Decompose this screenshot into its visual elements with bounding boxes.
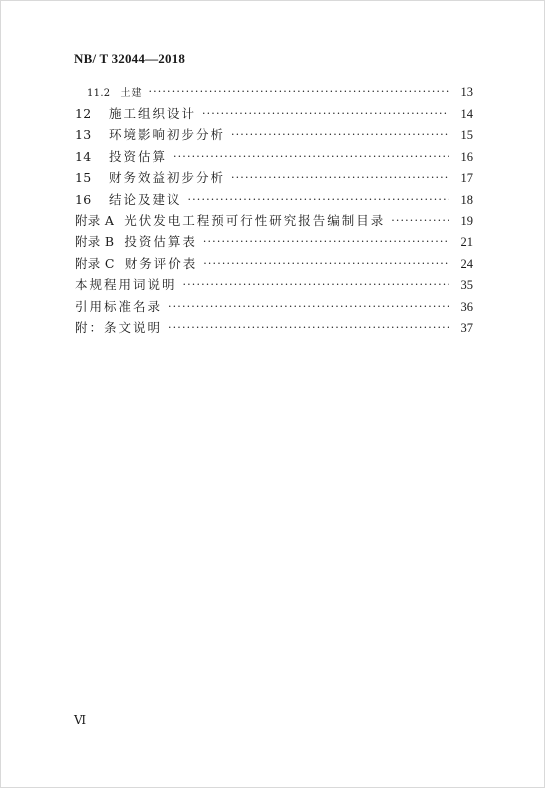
toc-entry-title: 光伏发电工程预可行性研究报告编制目录 [124,212,386,228]
toc-entry[interactable] [75,297,473,318]
toc-entry-page: 19 [460,213,473,228]
toc-entry-number: 13 [75,127,92,143]
toc-entry[interactable] [75,275,473,296]
toc-entry[interactable] [75,190,473,211]
toc-leader-dots [202,106,449,119]
toc-entry[interactable] [75,125,473,146]
toc-entry-page: 35 [460,278,473,293]
toc-leader-dots [168,298,449,311]
toc-entry-page: 18 [460,192,473,207]
toc-entry-number: 附录 B [75,234,115,250]
toc-entry-number: 12 [75,106,92,121]
toc-entry[interactable] [75,254,473,275]
toc-entry-page: 14 [460,107,473,121]
toc-entry-title: 财务效益初步分析 [109,170,226,186]
toc-entry-page: 24 [460,256,473,271]
toc-entry-number: 附录 A [75,212,115,228]
toc-entry-number: 15 [75,170,92,186]
toc-entry-title: 环境影响初步分析 [109,127,226,143]
toc-entry-title: 土建 [120,88,143,99]
toc-entry-number: 附录 C [75,255,115,271]
toc-leader-dots [148,86,449,96]
toc-entry-title: 投资估算表 [124,234,197,250]
toc-entry[interactable] [75,104,473,125]
toc-leader-dots [203,234,449,247]
toc-entry-title: 附：条文说明 [75,319,163,335]
toc-entry[interactable] [75,211,473,232]
toc-leader-dots [173,148,449,161]
toc-entry-page: 21 [460,235,473,250]
toc-entry-number: 14 [75,148,92,164]
table-of-contents [75,84,473,339]
toc-entry-page: 37 [460,320,473,335]
toc-entry-page: 36 [460,299,473,314]
toc-entry[interactable] [75,84,473,104]
toc-leader-dots [188,191,449,204]
toc-entry-title: 施工组织设计 [109,106,197,121]
toc-entry-page: 17 [460,171,473,186]
toc-entry-page: 13 [460,85,473,99]
toc-leader-dots [231,170,449,183]
toc-entry-title: 本规程用词说明 [75,277,177,293]
toc-entry-title: 财务评价表 [124,255,198,271]
toc-entry-page: 16 [460,149,473,164]
standard-number: NB/ T 32044—2018 [74,51,186,66]
toc-entry-title: 引用标准名录 [75,298,163,314]
toc-leader-dots [391,212,449,225]
toc-entry-page: 15 [460,128,473,143]
toc-entry[interactable] [75,168,473,189]
footer-page-number: Ⅵ [74,713,87,727]
toc-entry-number: 16 [75,191,92,207]
toc-entry[interactable] [75,318,473,339]
toc-leader-dots [203,255,449,268]
toc-entry-title: 投资估算 [109,148,168,164]
toc-entry[interactable] [75,147,473,168]
toc-leader-dots [168,319,449,332]
toc-entry[interactable] [75,232,473,253]
toc-entry-title: 结论及建议 [109,191,182,207]
toc-entry-number: 11.2 [87,88,111,99]
toc-leader-dots [231,127,449,140]
toc-leader-dots [183,277,449,290]
